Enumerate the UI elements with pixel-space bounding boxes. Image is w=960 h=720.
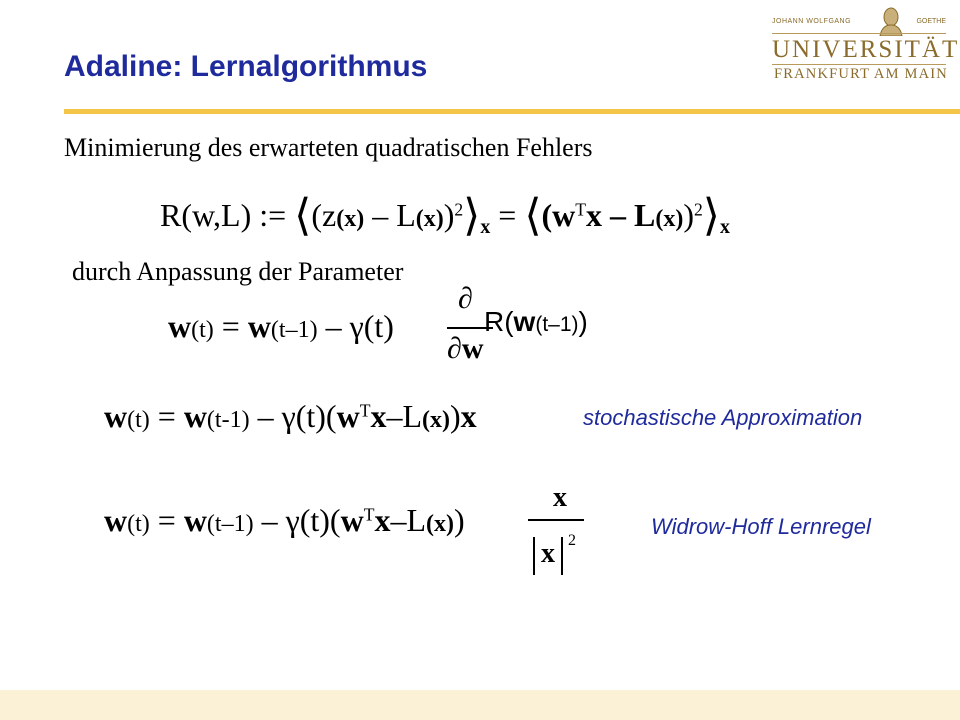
risk-equals: = [498,197,517,233]
logo-divider-2 [772,64,946,65]
risk-part1-mid: – L [364,197,416,233]
risk-part1-open: (z [311,197,337,233]
risk-square-2: 2 [693,199,703,220]
sto-w: w [104,398,128,434]
sto-t: T [359,400,371,421]
sto-arg: (t) [127,407,150,433]
sto-wt: w [336,398,360,434]
logo-line-3: FRANKFURT AM MAIN [774,66,948,82]
partial-bottom: ∂w [447,332,484,365]
risk-sub-x-2: x [719,215,730,238]
equation-risk [160,190,730,241]
logo-line-2: UNIVERSITÄT [772,36,960,63]
sto-gamma: – γ(t) [249,398,326,434]
norm-bar-right [561,537,563,575]
grad-eq: = [213,308,248,344]
wh-xarg: (x) [425,511,454,537]
sto-xarg: (x) [421,407,450,433]
risk-lhs: R(w,L) := [160,197,287,233]
grad-w: w [168,308,192,344]
gradient-risk [484,306,588,338]
grad-rarg: (t–1) [535,313,579,336]
angle-close-icon-2: ⟩ [702,191,720,240]
label-widrow: Widrow-Hoff Lernregel [651,514,871,539]
widrow-fraction-line [528,519,584,521]
wh-t: T [363,504,375,525]
sto-x-end: x [460,398,477,434]
norm-bar-left [533,537,535,575]
wh-arg: (t) [127,511,150,537]
sto-open: ( [325,398,337,434]
risk-part1-x: (x) [336,206,365,232]
wh-arg2: (t–1) [206,511,254,537]
wh-w: w [104,502,128,538]
angle-close-icon: ⟩ [463,191,481,240]
sto-w2: w [183,398,207,434]
risk-sub-x: x [480,215,491,238]
risk-part2-open: (w [541,197,576,233]
logo-divider [772,33,946,34]
logo-line-1-right: GOETHE [916,18,946,25]
widrow-den-power: 2 [568,532,576,549]
grad-w2: w [247,308,271,344]
university-logo [772,12,960,84]
sto-arg2: (t-1) [206,407,250,433]
angle-open-icon: ⟨ [294,191,312,240]
equation-widrow [104,502,465,539]
risk-part2-x: (x) [655,206,684,232]
wh-eq: = [149,502,184,538]
wh-open: ( [329,502,341,538]
sto-minus-l: –L [386,398,422,434]
partial-top: ∂ [458,282,473,315]
grad-r: R( [484,306,514,337]
risk-sup-t: T [575,199,586,220]
wh-x: x [374,502,391,538]
risk-part2-mid: x – L [586,197,656,233]
logo-line-1: JOHANN WOLFGANG [772,18,852,25]
intro-text: Minimierung des erwarteten quadratischen Fehlers [64,133,593,162]
grad-rclose: ) [578,306,588,337]
risk-part2-close: ) [683,197,694,233]
widrow-numerator: x [553,482,567,513]
wh-close: ) [453,502,465,538]
grad-arg: (t) [191,317,214,343]
risk-part1-x2: (x) [415,206,444,232]
risk-part1-close: ) [443,197,455,233]
angle-open-icon-2: ⟨ [524,191,542,240]
grad-arg2: (t–1) [270,317,318,343]
adapt-text: durch Anpassung der Parameter [72,257,404,286]
goethe-bust-icon [876,6,906,36]
page-title: Adaline: Lernalgorithmus [64,50,428,83]
grad-gamma: – γ(t) [317,308,394,344]
title-underline [64,109,960,114]
sto-eq: = [149,398,184,434]
label-stochastic: stochastische Approximation [583,405,863,430]
equation-stochastic [104,398,477,435]
sto-x: x [370,398,387,434]
wh-gamma: – γ(t) [253,502,330,538]
widrow-denominator: x [541,538,555,569]
grad-rw: w [513,306,536,337]
risk-square: 2 [454,199,464,220]
wh-minus-l: –L [390,502,426,538]
wh-w2: w [183,502,207,538]
wh-wt: w [340,502,364,538]
sto-close: ) [449,398,461,434]
footer-band [0,690,960,720]
equation-gradient [168,308,394,345]
